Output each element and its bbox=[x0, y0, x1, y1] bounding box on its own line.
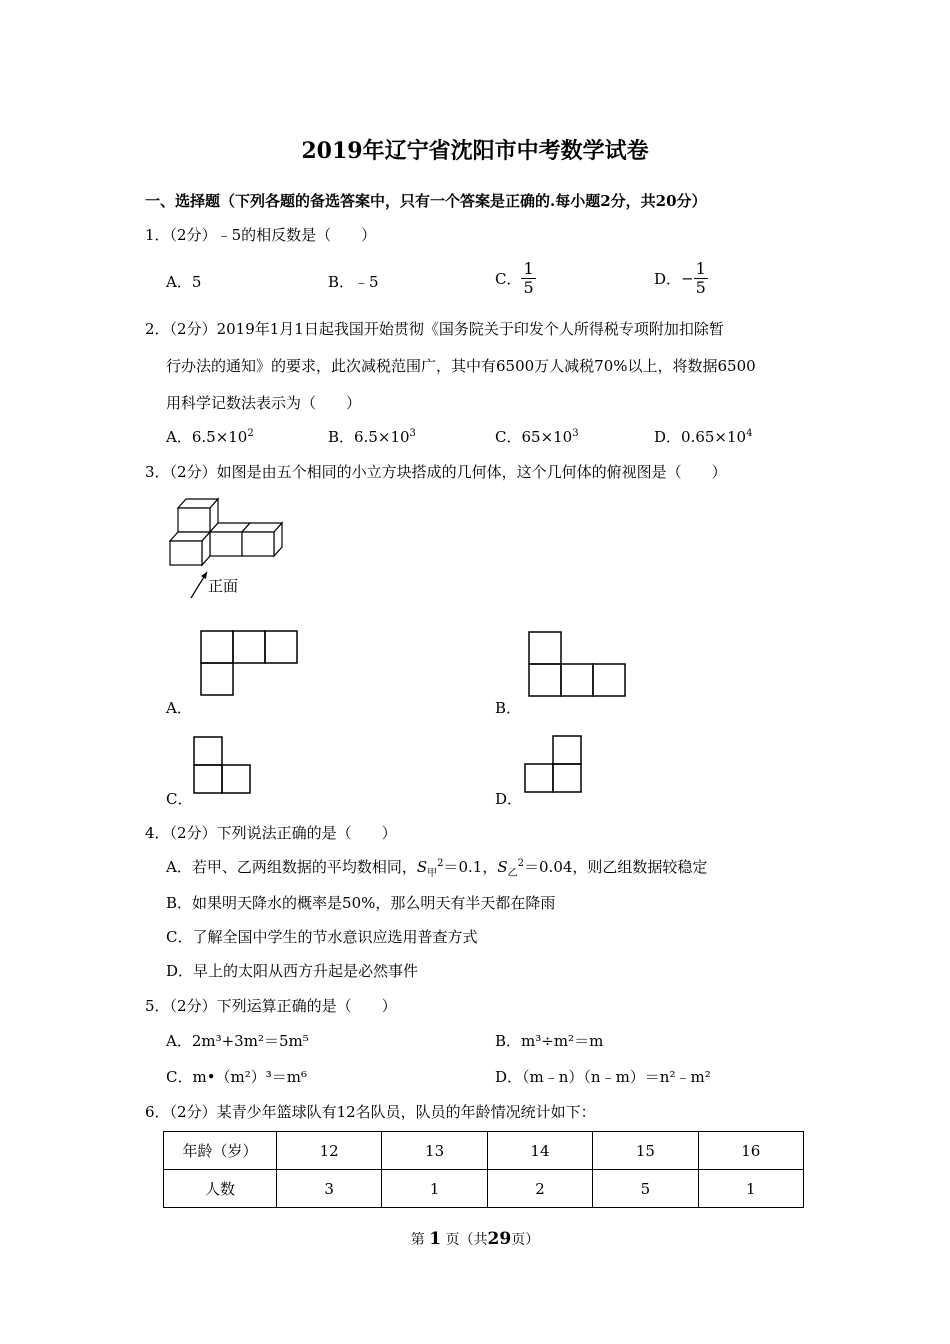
question-1-stem: 1．（2分）﹣5的相反数是（ ） bbox=[145, 226, 377, 244]
exponent: 3 bbox=[409, 428, 416, 439]
question-3-option-b: B． bbox=[495, 699, 522, 717]
question-2-line-1: 2．（2分）2019年1月1日起我国开始贯彻《国务院关于印发个人所得税专项附加扣除暂 bbox=[145, 320, 724, 338]
option-text: A．若甲、乙两组数据的平均数相同， bbox=[166, 858, 417, 876]
question-5-stem: 5．（2分）下列运算正确的是（ ） bbox=[145, 997, 397, 1015]
top-view-option-a bbox=[200, 630, 300, 696]
table-cell: 14 bbox=[487, 1132, 592, 1170]
top-view-option-c bbox=[193, 736, 253, 796]
option-text: D．0.65×10 bbox=[654, 428, 747, 446]
option-label: D． bbox=[654, 270, 682, 288]
fraction-denominator: 5 bbox=[523, 278, 534, 297]
option-text: ＝0.1， bbox=[443, 858, 498, 876]
fraction-denominator: 5 bbox=[695, 278, 706, 297]
question-2-option-b bbox=[328, 426, 416, 447]
page-footer bbox=[0, 1229, 950, 1249]
table-cell: 2 bbox=[487, 1170, 592, 1208]
option-text: ＝0.04，则乙组数据较稳定 bbox=[524, 858, 708, 876]
subscript: 乙 bbox=[507, 868, 518, 879]
question-1-option-c bbox=[495, 260, 536, 297]
top-view-option-d bbox=[524, 735, 584, 795]
total-pages: 29 bbox=[487, 1229, 512, 1249]
question-3-stem: 3．（2分）如图是由五个相同的小立方块搭成的几何体，这个几何体的俯视图是（ ） bbox=[145, 463, 727, 481]
footer-text: 页） bbox=[511, 1232, 540, 1248]
question-3-option-a: A． bbox=[166, 699, 192, 717]
question-3-option-d: D． bbox=[495, 790, 523, 808]
question-4-stem: 4．（2分）下列说法正确的是（ ） bbox=[145, 824, 397, 842]
fraction-numerator: 1 bbox=[523, 259, 534, 278]
question-1-option-a: A．5 bbox=[166, 273, 202, 291]
table-cell: 15 bbox=[593, 1132, 698, 1170]
question-5-option-a: A．2m³+3m²＝5m⁵ bbox=[166, 1032, 309, 1050]
question-4-option-b: B．如果明天降水的概率是50%，那么明天有半天都在降雨 bbox=[166, 894, 556, 912]
variance-symbol: S bbox=[416, 858, 428, 876]
age-statistics-table bbox=[163, 1131, 804, 1208]
fraction bbox=[694, 260, 708, 297]
option-label: C． bbox=[495, 270, 522, 288]
variance-symbol: S bbox=[497, 858, 508, 876]
page-title: 2019年辽宁省沈阳市中考数学试卷 bbox=[301, 138, 649, 164]
option-text: A．6.5×10 bbox=[166, 428, 248, 446]
question-6-stem: 6．（2分）某青少年篮球队有12名队员，队员的年龄情况统计如下： bbox=[145, 1103, 596, 1121]
question-5-option-c: C．m•（m²）³＝m⁶ bbox=[166, 1068, 308, 1086]
question-3-option-c: C． bbox=[166, 790, 193, 808]
table-cell: 1 bbox=[698, 1170, 803, 1208]
minus-sign: − bbox=[681, 269, 694, 288]
exponent: 3 bbox=[572, 428, 579, 439]
exponent: 4 bbox=[746, 428, 753, 439]
question-1-option-b: B．﹣5 bbox=[328, 273, 379, 291]
table-row bbox=[164, 1132, 804, 1170]
exponent: 2 bbox=[247, 428, 254, 439]
question-2-line-2: 行办法的通知》的要求，此次减税范围广，其中有6500万人减税70%以上，将数据6500 bbox=[166, 357, 756, 375]
top-view-option-b bbox=[528, 631, 628, 697]
footer-text: 页（共 bbox=[445, 1232, 488, 1248]
subscript: 甲 bbox=[427, 868, 438, 879]
section-heading-choice: 一、选择题（下列各题的备选答案中，只有一个答案是正确的.每小题2分，共20分） bbox=[145, 192, 707, 210]
question-2-option-d bbox=[654, 426, 752, 447]
table-row-header: 年龄（岁） bbox=[164, 1132, 277, 1170]
exponent: 2 bbox=[437, 858, 444, 869]
table-cell: 3 bbox=[277, 1170, 382, 1208]
table-cell: 12 bbox=[277, 1132, 382, 1170]
front-view-label: 正面 bbox=[208, 577, 239, 595]
table-cell: 5 bbox=[593, 1170, 698, 1208]
question-4-option-c: C．了解全国中学生的节水意识应选用普查方式 bbox=[166, 928, 478, 946]
question-2-option-c bbox=[495, 426, 579, 447]
question-2-option-a bbox=[166, 426, 254, 447]
table-row bbox=[164, 1170, 804, 1208]
exponent: 2 bbox=[517, 858, 525, 869]
question-2-line-3: 用科学记数法表示为（ ） bbox=[166, 394, 362, 412]
table-cell: 1 bbox=[382, 1170, 487, 1208]
option-text: B．6.5×10 bbox=[328, 428, 410, 446]
question-5-option-d: D．（m﹣n）（n﹣m）＝n²﹣m² bbox=[495, 1068, 711, 1086]
page-number: 1 bbox=[429, 1229, 442, 1249]
table-cell: 16 bbox=[698, 1132, 803, 1170]
footer-text: 第 bbox=[410, 1232, 425, 1248]
table-cell: 13 bbox=[382, 1132, 487, 1170]
question-1-option-d bbox=[654, 260, 708, 297]
question-5-option-b: B．m³÷m²＝m bbox=[495, 1032, 604, 1050]
question-4-option-d: D．早上的太阳从西方升起是必然事件 bbox=[166, 962, 419, 980]
fraction bbox=[521, 260, 535, 297]
option-text: C．65×10 bbox=[495, 428, 573, 446]
question-4-option-a bbox=[166, 856, 707, 879]
table-row-header: 人数 bbox=[164, 1170, 277, 1208]
fraction-numerator: 1 bbox=[695, 259, 706, 278]
